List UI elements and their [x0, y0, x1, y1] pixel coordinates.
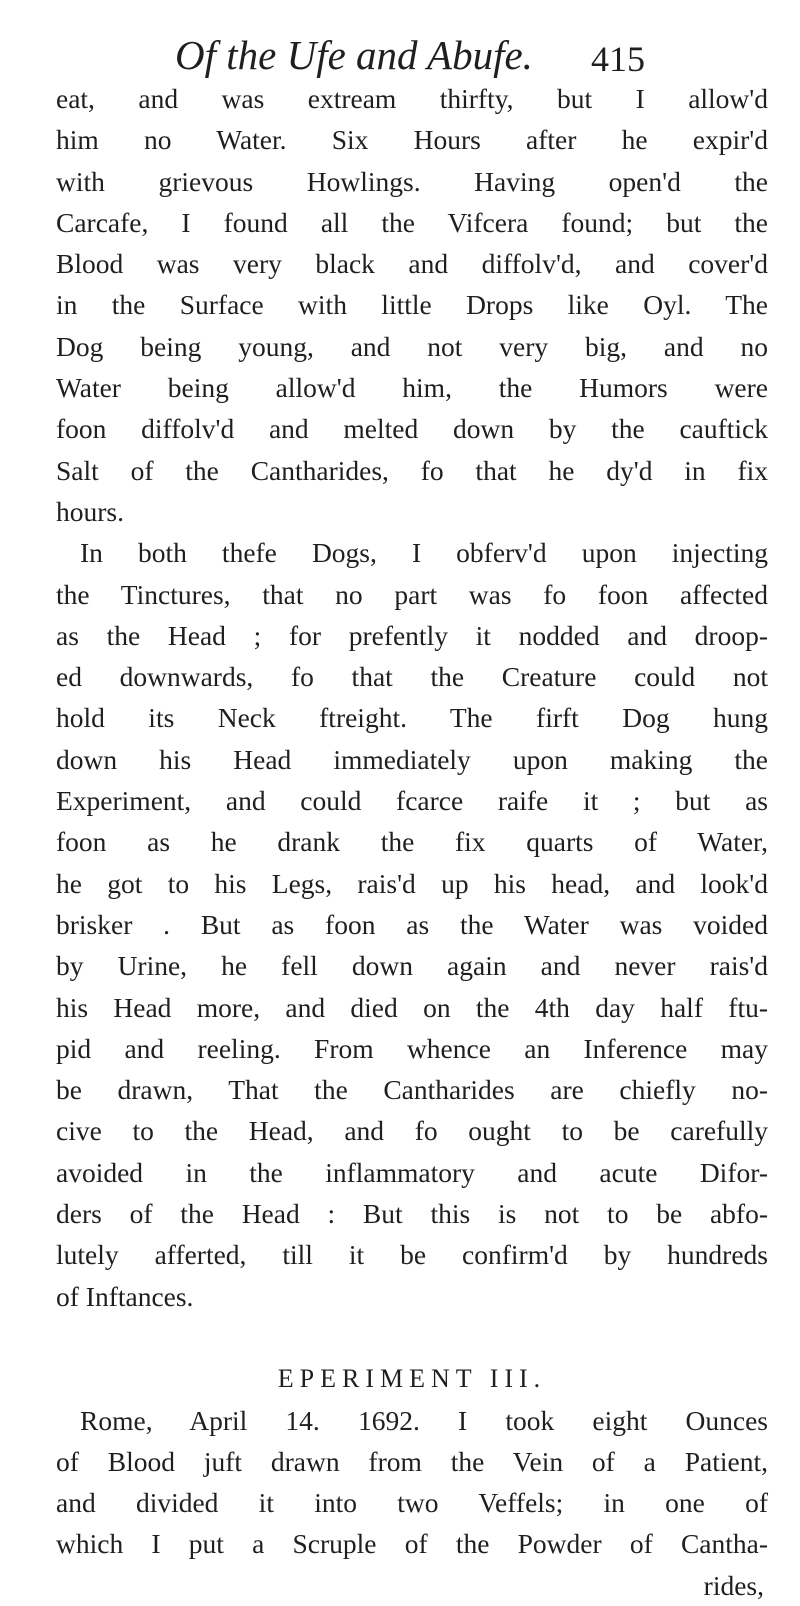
- text-line: pid and reeling. From whence an Inference may: [56, 1032, 768, 1064]
- text-line: of Blood juft drawn from the Vein of a Patient,: [56, 1445, 768, 1477]
- section-heading: EPERIMENT III.: [277, 1364, 547, 1394]
- text-line: Rome, April 14. 1692. I took eight Ounces: [80, 1404, 768, 1436]
- text-line: cive to the Head, and fo ought to be carefully: [56, 1115, 768, 1147]
- text-line: Experiment, and could fcarce raife it ; but as: [56, 785, 768, 817]
- text-line: ders of the Head : But this is not to be abfo-: [56, 1198, 768, 1230]
- catchword: rides,: [703, 1569, 764, 1601]
- text-line: Water being allow'd him, the Humors were: [56, 372, 768, 404]
- running-head-title: Of the Ufe and Abufe.: [175, 32, 533, 78]
- section-gap: [56, 1317, 768, 1358]
- text-line: him no Water. Six Hours after he expir'd: [56, 124, 768, 156]
- text-line: his Head more, and died on the 4th day half ftu-: [56, 991, 768, 1023]
- text-line: brisker . But as foon as the Water was voided: [56, 908, 768, 940]
- text-line: hold its Neck ftreight. The firft Dog hung: [56, 702, 768, 734]
- text-line: Salt of the Cantharides, fo that he dy'd in fix: [56, 454, 768, 486]
- text-line: in the Surface with little Drops like Oyl. The: [56, 289, 768, 321]
- text-line: Carcafe, I found all the Vifcera found; but the: [56, 206, 768, 238]
- text-line: down his Head immediately upon making the: [56, 743, 768, 775]
- text-line: and divided it into two Veffels; in one of: [56, 1487, 768, 1519]
- text-line: In both thefe Dogs, I obferv'd upon injecting: [80, 537, 768, 569]
- paragraph-3: [56, 1400, 768, 1565]
- text-line: Blood was very black and diffolv'd, and cover'd: [56, 248, 768, 280]
- text-line: lutely afferted, till it be confirm'd by hundreds: [56, 1239, 768, 1271]
- text-line: the Tinctures, that no part was fo foon affected: [56, 578, 768, 610]
- text-line: be drawn, That the Cantharides are chiefly no-: [56, 1074, 768, 1106]
- paragraph-1: [56, 78, 768, 532]
- text-line: hours.: [56, 495, 124, 527]
- text-line: he got to his Legs, rais'd up his head, and look'd: [56, 867, 768, 899]
- text-line: foon diffolv'd and melted down by the cauftick: [56, 413, 768, 445]
- text-line: of Inftances.: [56, 1280, 194, 1312]
- text-line: with grievous Howlings. Having open'd the: [56, 165, 768, 197]
- paragraph-2: [56, 532, 768, 1317]
- page-number: 415: [591, 39, 645, 79]
- text-line: as the Head ; for prefently it nodded and droop-: [56, 619, 768, 651]
- body-text: [56, 78, 768, 1606]
- text-line: ed downwards, fo that the Creature could not: [56, 661, 768, 693]
- text-line: eat, and was extream thirfty, but I allow'd: [56, 83, 768, 114]
- text-line: Dog being young, and not very big, and no: [56, 330, 768, 362]
- text-line: by Urine, he fell down again and never rais'd: [56, 950, 768, 982]
- text-line: avoided in the inflammatory and acute Difor-: [56, 1156, 768, 1188]
- running-head: [175, 30, 645, 80]
- text-line: foon as he drank the fix quarts of Water,: [56, 826, 768, 858]
- text-line: which I put a Scruple of the Powder of Cantha-: [56, 1528, 768, 1560]
